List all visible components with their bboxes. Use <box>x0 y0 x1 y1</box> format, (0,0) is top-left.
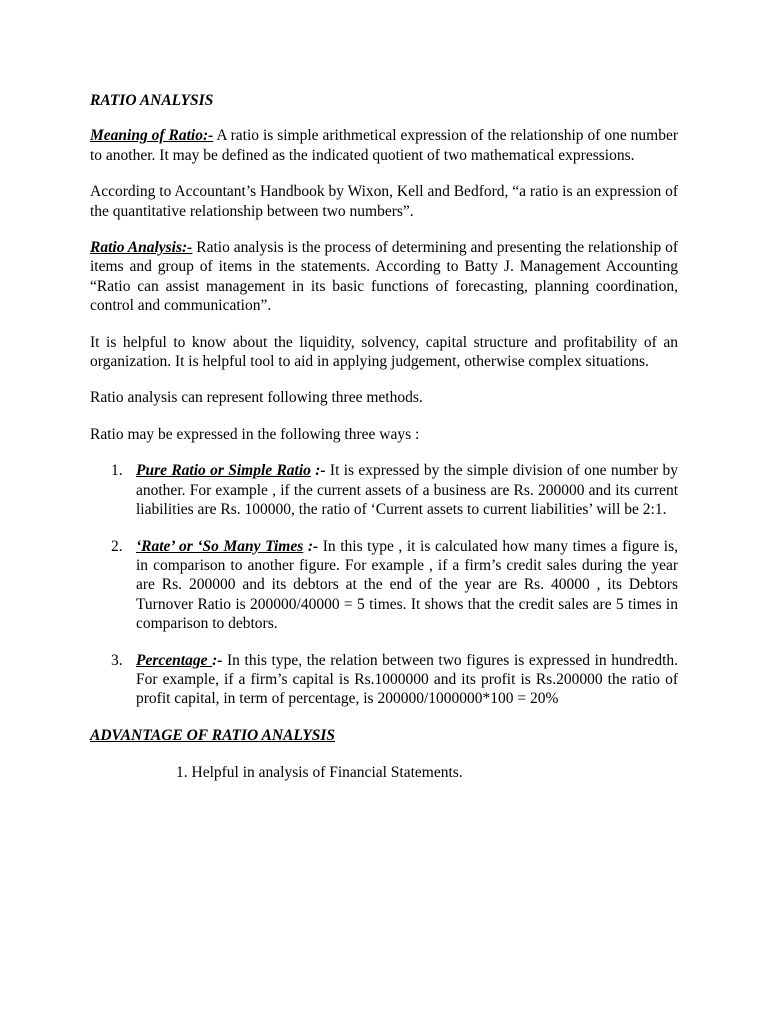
list-item-separator: :- <box>310 462 326 480</box>
meaning-paragraph <box>90 126 678 165</box>
ways-list <box>90 461 678 708</box>
expressed-paragraph: Ratio may be expressed in the following three ways : <box>90 425 420 443</box>
list-item <box>90 461 678 519</box>
handbook-paragraph: According to Accountant’s Handbook by Wixon, Kell and Bedford, “a ratio is an expression of the quantitative relationship between two numbers”. <box>90 183 678 220</box>
ratio-analysis-paragraph <box>90 238 678 316</box>
helpful-paragraph: It is helpful to know about the liquidity, solvency, capital structure and profitability of an organization. It is helpful tool to aid in applying judgement, otherwise complex situations. <box>90 333 678 371</box>
document-body <box>90 91 678 783</box>
list-item-term: Pure Ratio or Simple Ratio <box>136 462 311 480</box>
methods-paragraph: Ratio analysis can represent following three methods. <box>90 389 423 407</box>
list-item-text: In this type , it is calculated how many times a figure is, in comparison to another figure. For example , if a firm’s credit sales during the year are Rs. 200000 and its debtors at the end of the year are Rs. 40000 , its Debtors Turnover Ratio is 200000/40000 = 5 times. It shows that the credit sales are 5 times in comparison to debtors. <box>136 537 679 633</box>
ratio-analysis-term: Ratio Analysis:- <box>90 239 193 257</box>
list-item-number: 3. <box>111 651 123 669</box>
list-item-separator: :- <box>212 651 223 669</box>
document-title: RATIO ANALYSIS <box>90 92 214 109</box>
advantage-heading: ADVANTAGE OF RATIO ANALYSIS <box>90 726 336 744</box>
list-item <box>90 651 678 709</box>
list-item-text: It is expressed by the simple division of one number by another. For example , if the current assets of a business are Rs. 200000 and its current liabilities are Rs. 100000, the ratio of ‘Current assets to current liabilities’ will be 2:1. <box>136 462 679 519</box>
list-item <box>90 537 678 634</box>
list-item-term: ‘Rate’ or ‘So Many Times <box>136 537 304 555</box>
advantage-item: 1. Helpful in analysis of Financial Statements. <box>176 764 463 782</box>
list-item-text: In this type, the relation between two figures is expressed in hundredth. For example, if a firm’s capital is Rs.1000000 and its profit is Rs.200000 the ratio of profit capital, in term of percentage, is 200000/1000000*100 = 20% <box>136 651 678 708</box>
list-item-term: Percentage <box>136 651 213 669</box>
meaning-text: A ratio is simple arithmetical expression of the relationship of one number to another. It may be defined as the indicated quotient of two mathematical expressions. <box>90 127 678 164</box>
list-item-separator: :- <box>303 537 319 555</box>
list-item-number: 2. <box>111 537 123 555</box>
meaning-term: Meaning of Ratio:- <box>90 127 214 145</box>
list-item-number: 1. <box>111 462 123 480</box>
ratio-analysis-text: Ratio analysis is the process of determining and presenting the relationship of items and group of items in the statements. According to Batty J. Management Accounting “Ratio can assist management in its basic functions of forecasting, planning coordination, control and communication”. <box>90 239 679 315</box>
